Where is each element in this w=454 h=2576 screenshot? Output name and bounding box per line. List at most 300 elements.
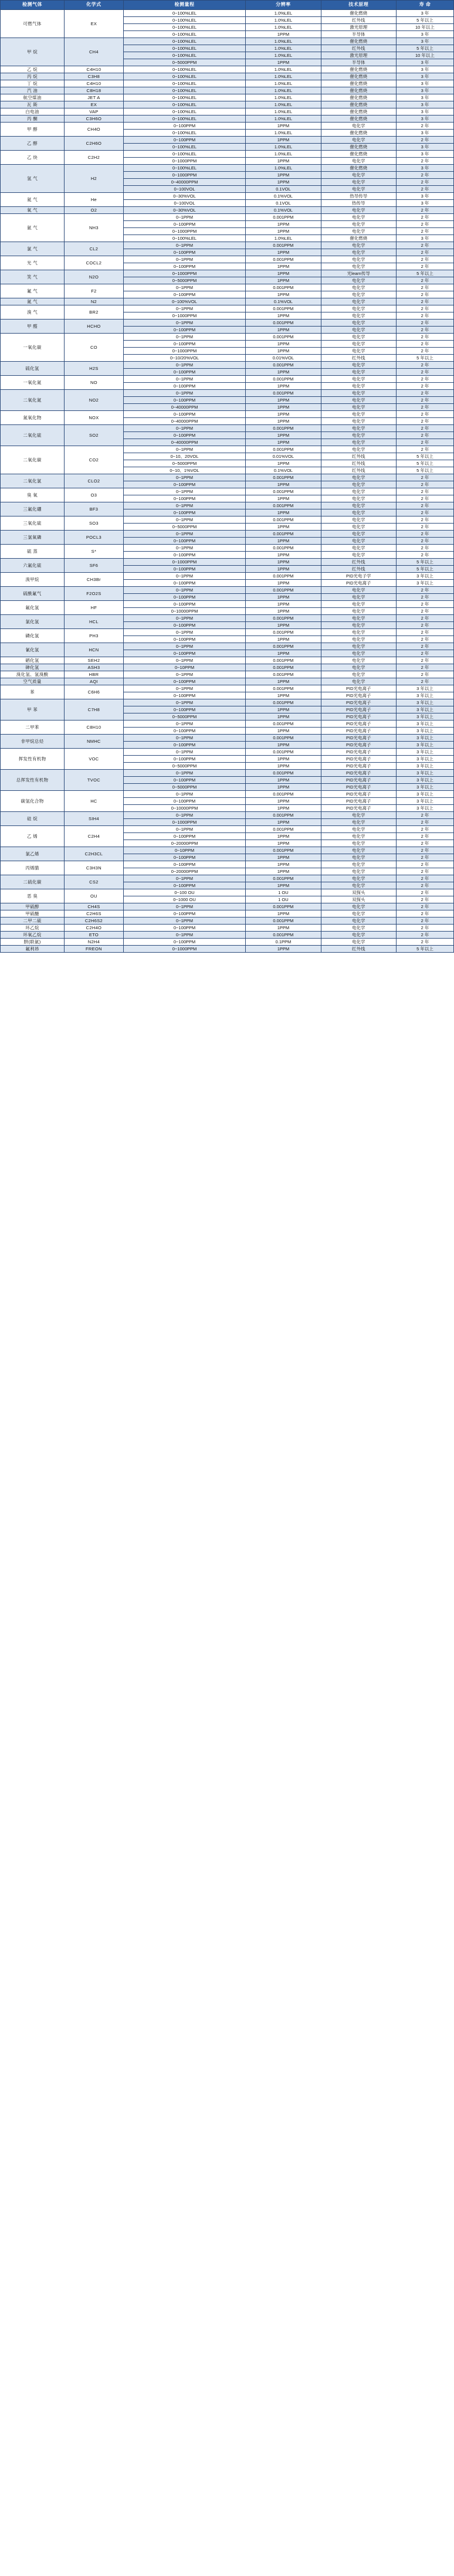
cell-technology: 电化学 (321, 854, 396, 861)
cell-lifetime: 2 年 (396, 390, 453, 397)
cell-technology: 催化燃烧 (321, 151, 396, 158)
cell-technology: 电化学 (321, 179, 396, 186)
cell-lifetime: 3 年 (396, 101, 453, 108)
cell-resolution: 1PPM (246, 418, 321, 425)
cell-resolution: 0.001PPM (246, 362, 321, 369)
column-header-technology: 技术原理 (321, 1, 396, 10)
cell-technology: 电化学 (321, 608, 396, 615)
cell-gas-name: 白电油 (1, 108, 65, 115)
cell-gas-name: 环氧乙烷 (1, 932, 65, 939)
cell-detection-range: 0~100%LEL (123, 144, 245, 151)
cell-resolution: 1PPM (246, 819, 321, 826)
cell-lifetime: 2 年 (396, 214, 453, 221)
cell-detection-range: 0~100%LEL (123, 101, 245, 108)
cell-gas-name: 碳氢化合物 (1, 791, 65, 812)
cell-technology: 电化学 (321, 291, 396, 298)
cell-lifetime: 2 年 (396, 123, 453, 130)
cell-technology: 电化学 (321, 925, 396, 932)
cell-resolution: 0.001PPM (246, 932, 321, 939)
cell-detection-range: 0~100%LEL (123, 87, 245, 94)
cell-detection-range: 0~100PPM (123, 221, 245, 228)
cell-detection-range: 0~5000PPM (123, 713, 245, 721)
cell-lifetime: 5 年以上 (396, 355, 453, 362)
cell-lifetime: 2 年 (396, 643, 453, 650)
cell-chemical-formula: AQI (65, 678, 124, 685)
table-row (1, 573, 454, 580)
cell-detection-range: 0~1000PPM (123, 158, 245, 165)
cell-chemical-formula: F2 (65, 284, 124, 298)
cell-resolution: 1PPM (246, 270, 321, 277)
cell-detection-range: 0~100PPM (123, 580, 245, 587)
cell-technology: PID光电离子 (321, 699, 396, 706)
cell-lifetime: 3 年 (396, 73, 453, 80)
cell-resolution: 1PPM (246, 481, 321, 488)
cell-detection-range: 0~100PPM (123, 369, 245, 376)
cell-gas-name: 挥发性有机物 (1, 749, 65, 770)
cell-detection-range: 0~100%LEL (123, 38, 245, 45)
cell-detection-range: 0~100PPM (123, 833, 245, 840)
cell-technology: 半导体 (321, 59, 396, 66)
cell-chemical-formula: C4H10 (65, 66, 124, 73)
cell-lifetime: 3 年 (396, 151, 453, 158)
cell-detection-range: 0~100PPM (123, 341, 245, 348)
cell-gas-name: 丙 酮 (1, 115, 65, 123)
cell-lifetime: 2 年 (396, 664, 453, 671)
cell-technology: 电化学 (321, 847, 396, 854)
cell-detection-range: 0~1000PPM (123, 270, 245, 277)
cell-technology: PID光电离子 (321, 721, 396, 728)
cell-resolution: 1.0%LEL (246, 66, 321, 73)
cell-chemical-formula: CL2 (65, 242, 124, 256)
cell-chemical-formula: SIH4 (65, 812, 124, 826)
cell-chemical-formula: HC (65, 791, 124, 812)
cell-technology: 催化燃烧 (321, 144, 396, 151)
cell-technology: 红外线 (321, 559, 396, 566)
cell-gas-name: 氮 气 (1, 298, 65, 305)
cell-lifetime: 2 年 (396, 917, 453, 925)
cell-detection-range: 0~1PPM (123, 390, 245, 397)
cell-chemical-formula: NO (65, 376, 124, 390)
cell-detection-range: 0~100%LEL (123, 66, 245, 73)
cell-detection-range: 0~40000PPM (123, 404, 245, 411)
cell-resolution: 1PPM (246, 868, 321, 875)
cell-detection-range: 0~100PPM (123, 861, 245, 868)
cell-detection-range: 0~10、20VOL (123, 453, 245, 460)
table-row (1, 193, 454, 200)
cell-resolution: 1PPM (246, 925, 321, 932)
table-row (1, 94, 454, 101)
cell-resolution: 0.001PPM (246, 516, 321, 524)
cell-lifetime: 10 年以上 (396, 24, 453, 31)
cell-lifetime: 2 年 (396, 608, 453, 615)
cell-lifetime: 2 年 (396, 334, 453, 341)
cell-resolution: 1PPM (246, 439, 321, 446)
cell-chemical-formula: SO3 (65, 516, 124, 531)
cell-chemical-formula: CH4 (65, 38, 124, 66)
table-row (1, 284, 454, 291)
cell-chemical-formula: BR2 (65, 305, 124, 320)
cell-chemical-formula: NH3 (65, 214, 124, 242)
cell-resolution: 1.0%LEL (246, 45, 321, 52)
cell-lifetime: 2 年 (396, 545, 453, 552)
cell-technology: 红外线 (321, 355, 396, 362)
cell-resolution: 0.001PPM (246, 214, 321, 221)
cell-detection-range: 0~10、1%VOL (123, 467, 245, 474)
cell-resolution: 0.001PPM (246, 664, 321, 671)
cell-technology: PID光电离子 (321, 742, 396, 749)
cell-resolution: 1PPM (246, 524, 321, 531)
cell-chemical-formula: C6H6 (65, 685, 124, 699)
cell-gas-name: 氯乙烯 (1, 847, 65, 861)
cell-gas-name: 硫 蒸 (1, 545, 65, 559)
cell-lifetime: 5 年以上 (396, 17, 453, 24)
cell-detection-range: 0~1PPM (123, 699, 245, 706)
cell-detection-range: 0~100%VOL (123, 298, 245, 305)
cell-technology: 电化学 (321, 643, 396, 650)
cell-technology: 电化学 (321, 277, 396, 284)
cell-lifetime: 2 年 (396, 812, 453, 819)
cell-technology: 催化燃烧 (321, 73, 396, 80)
cell-resolution: 0.001PPM (246, 749, 321, 756)
cell-gas-name: 二氧化硫 (1, 425, 65, 446)
cell-gas-name: 氧 气 (1, 207, 65, 214)
cell-lifetime: 2 年 (396, 552, 453, 559)
cell-resolution: 1PPM (246, 566, 321, 573)
cell-detection-range: 0~100PPM (123, 742, 245, 749)
cell-lifetime: 2 年 (396, 432, 453, 439)
cell-gas-name: 肼(联氨) (1, 939, 65, 946)
cell-detection-range: 0~1PPM (123, 376, 245, 383)
cell-detection-range: 0~1PPM (123, 875, 245, 882)
cell-chemical-formula: C2H2 (65, 151, 124, 165)
column-header-range: 检测量程 (123, 1, 245, 10)
cell-resolution: 1.0%LEL (246, 10, 321, 17)
cell-resolution: 0.001PPM (246, 721, 321, 728)
cell-lifetime: 2 年 (396, 524, 453, 531)
cell-resolution: 1PPM (246, 784, 321, 791)
cell-chemical-formula: H2S (65, 362, 124, 376)
cell-resolution: 0.001PPM (246, 390, 321, 397)
cell-detection-range: 0~5000PPM (123, 524, 245, 531)
cell-resolution: 0.001PPM (246, 488, 321, 495)
cell-technology: 热传导 (321, 200, 396, 207)
cell-gas-name: 硅 烷 (1, 812, 65, 826)
cell-detection-range: 0~1PPM (123, 284, 245, 291)
cell-lifetime: 2 年 (396, 376, 453, 383)
cell-resolution: 1PPM (246, 263, 321, 270)
column-header-formula: 化学式 (65, 1, 124, 10)
cell-lifetime: 2 年 (396, 411, 453, 418)
table-row (1, 101, 454, 108)
cell-technology: PID光电离子 (321, 713, 396, 721)
cell-resolution: 0.001PPM (246, 826, 321, 833)
cell-resolution: 1PPM (246, 411, 321, 418)
cell-resolution: 1PPM (246, 383, 321, 390)
table-row (1, 362, 454, 369)
cell-detection-range: 0~10000PPM (123, 608, 245, 615)
cell-gas-name: 乙 烯 (1, 826, 65, 847)
cell-detection-range: 0~1000PPM (123, 348, 245, 355)
cell-chemical-formula: CO (65, 334, 124, 362)
cell-resolution: 1.0%LEL (246, 94, 321, 101)
cell-resolution: 0.001PPM (246, 643, 321, 650)
cell-detection-range: 0~100PPM (123, 910, 245, 917)
cell-gas-name: 恶 臭 (1, 889, 65, 903)
cell-gas-name: 溴甲烷 (1, 573, 65, 587)
cell-lifetime: 2 年 (396, 277, 453, 284)
cell-gas-name: 三氟化硼 (1, 502, 65, 516)
cell-chemical-formula: C3H3N (65, 861, 124, 875)
cell-resolution: 1PPM (246, 123, 321, 130)
table-row (1, 861, 454, 868)
cell-technology: 热导传导 (321, 193, 396, 200)
cell-resolution: 1PPM (246, 369, 321, 376)
cell-lifetime: 3 年以上 (396, 692, 453, 699)
table-row (1, 411, 454, 418)
cell-lifetime: 5 年以上 (396, 559, 453, 566)
cell-detection-range: 0~100%LEL (123, 151, 245, 158)
cell-gas-name: 乙 烷 (1, 66, 65, 73)
cell-technology: 电化学 (321, 242, 396, 249)
cell-resolution: 1PPM (246, 397, 321, 404)
cell-technology: 激光原理 (321, 24, 396, 31)
cell-technology: 电化学 (321, 545, 396, 552)
table-row (1, 629, 454, 636)
cell-technology: 电化学 (321, 404, 396, 411)
cell-chemical-formula: CH4S (65, 903, 124, 910)
cell-detection-range: 0~1PPM (123, 587, 245, 594)
cell-technology: 催化燃烧 (321, 38, 396, 45)
cell-technology: 电化学 (321, 531, 396, 538)
cell-resolution: 0.001PPM (246, 376, 321, 383)
cell-lifetime: 2 年 (396, 840, 453, 847)
cell-resolution: 1PPM (246, 552, 321, 559)
cell-technology: 红外线 (321, 453, 396, 460)
cell-technology: 电化学 (321, 298, 396, 305)
cell-resolution: 0.001PPM (246, 657, 321, 664)
cell-technology: 电化学 (321, 383, 396, 390)
cell-resolution: 1 OU (246, 889, 321, 896)
table-row (1, 270, 454, 277)
cell-technology: 电化学 (321, 939, 396, 946)
table-row (1, 735, 454, 742)
cell-detection-range: 0~10PPM (123, 664, 245, 671)
cell-technology: 电化学 (321, 369, 396, 376)
cell-lifetime: 10 年以上 (396, 52, 453, 59)
cell-detection-range: 0~1000 OU (123, 896, 245, 903)
cell-gas-name: 氮氧化物 (1, 411, 65, 425)
cell-technology: 光learn传导 (321, 270, 396, 277)
cell-technology: 催化燃烧 (321, 10, 396, 17)
cell-lifetime: 2 年 (396, 425, 453, 432)
cell-chemical-formula: C4H10 (65, 80, 124, 87)
cell-chemical-formula: JET A (65, 94, 124, 101)
cell-gas-name: 瓦 斯 (1, 101, 65, 108)
cell-chemical-formula: CO2 (65, 446, 124, 474)
cell-technology: PID光电离子 (321, 580, 396, 587)
cell-lifetime: 3 年以上 (396, 699, 453, 706)
cell-resolution: 0.1%VOL (246, 298, 321, 305)
cell-technology: 红外线 (321, 566, 396, 573)
table-header (1, 1, 454, 10)
cell-detection-range: 0~30%VOL (123, 193, 245, 200)
cell-lifetime: 2 年 (396, 650, 453, 657)
cell-technology: 电化学 (321, 137, 396, 144)
cell-chemical-formula: H2 (65, 165, 124, 193)
cell-resolution: 1PPM (246, 833, 321, 840)
cell-technology: 红外线 (321, 460, 396, 467)
cell-technology: 电化学 (321, 284, 396, 291)
cell-chemical-formula: NOX (65, 411, 124, 425)
cell-resolution: 1PPM (246, 742, 321, 749)
cell-lifetime: 2 年 (396, 826, 453, 833)
cell-resolution: 1PPM (246, 312, 321, 320)
cell-technology: 电化学 (321, 320, 396, 327)
cell-lifetime: 3 年以上 (396, 721, 453, 728)
cell-technology: 电化学 (321, 840, 396, 847)
cell-resolution: 1PPM (246, 946, 321, 953)
cell-lifetime: 3 年以上 (396, 728, 453, 735)
cell-gas-name: 空气质量 (1, 678, 65, 685)
table-row (1, 875, 454, 882)
cell-lifetime: 3 年 (396, 165, 453, 172)
cell-detection-range: 0~1PPM (123, 721, 245, 728)
cell-detection-range: 0~100PPM (123, 538, 245, 545)
cell-chemical-formula: SEH2 (65, 657, 124, 664)
cell-gas-name: 甲 醛 (1, 320, 65, 334)
cell-resolution: 0.001PPM (246, 615, 321, 622)
cell-lifetime: 2 年 (396, 369, 453, 376)
cell-gas-name: 三氯氧磷 (1, 531, 65, 545)
cell-resolution: 0.001PPM (246, 629, 321, 636)
cell-resolution: 1PPM (246, 910, 321, 917)
cell-technology: 电化学 (321, 910, 396, 917)
cell-detection-range: 0~1PPM (123, 615, 245, 622)
cell-gas-name: 二硫化碳 (1, 875, 65, 889)
cell-lifetime: 2 年 (396, 179, 453, 186)
cell-detection-range: 0~1PPM (123, 657, 245, 664)
table-row (1, 446, 454, 453)
cell-detection-range: 0~100PPM (123, 291, 245, 298)
cell-chemical-formula: F2O2S (65, 587, 124, 601)
table-row (1, 939, 454, 946)
cell-detection-range: 0~1PPM (123, 214, 245, 221)
cell-technology: 电化学 (321, 425, 396, 432)
cell-resolution: 1PPM (246, 882, 321, 889)
cell-lifetime: 2 年 (396, 327, 453, 334)
cell-detection-range: 0~100PPM (123, 756, 245, 763)
cell-lifetime: 2 年 (396, 502, 453, 509)
cell-resolution: 0.001PPM (246, 242, 321, 249)
cell-detection-range: 0~1000PPM (123, 228, 245, 235)
cell-gas-name: 砷化氢 (1, 664, 65, 671)
cell-technology: 电化学 (321, 376, 396, 383)
table-row (1, 812, 454, 819)
cell-resolution: 0.001PPM (246, 587, 321, 594)
cell-technology: 电化学 (321, 327, 396, 334)
cell-technology: 电化学 (321, 678, 396, 685)
cell-detection-range: 0~100PPM (123, 678, 245, 685)
cell-resolution: 1PPM (246, 861, 321, 868)
cell-lifetime: 5 年以上 (396, 566, 453, 573)
cell-chemical-formula: OU (65, 889, 124, 903)
column-header-resolution: 分辨率 (246, 1, 321, 10)
cell-resolution: 1PPM (246, 341, 321, 348)
cell-resolution: 1PPM (246, 327, 321, 334)
cell-resolution: 1PPM (246, 432, 321, 439)
cell-technology: 电化学 (321, 509, 396, 516)
cell-resolution: 1.0%LEL (246, 151, 321, 158)
cell-gas-name: 氟利昂 (1, 946, 65, 953)
cell-resolution: 0.001PPM (246, 334, 321, 341)
cell-detection-range: 0~100PPM (123, 854, 245, 861)
cell-detection-range: 0~100PPM (123, 939, 245, 946)
cell-resolution: 1PPM (246, 608, 321, 615)
cell-gas-name: 丙烯腈 (1, 861, 65, 875)
cell-detection-range: 0~1PPM (123, 488, 245, 495)
table-row (1, 376, 454, 383)
table-row (1, 214, 454, 221)
cell-resolution: 0.001PPM (246, 284, 321, 291)
cell-gas-name: 非甲烷总烃 (1, 735, 65, 749)
cell-detection-range: 0~1PPM (123, 770, 245, 777)
cell-gas-name: 总挥发性有机物 (1, 770, 65, 791)
cell-gas-name: 硒化氢 (1, 657, 65, 664)
cell-lifetime: 2 年 (396, 207, 453, 214)
cell-detection-range: 0~100PPM (123, 622, 245, 629)
cell-lifetime: 2 年 (396, 362, 453, 369)
cell-technology: PID光电离子 (321, 692, 396, 699)
cell-detection-range: 0~20000PPM (123, 868, 245, 875)
cell-lifetime: 5 年以上 (396, 453, 453, 460)
cell-technology: 电化学 (321, 917, 396, 925)
cell-technology: 电化学 (321, 664, 396, 671)
cell-resolution: 1.0%LEL (246, 165, 321, 172)
cell-lifetime: 2 年 (396, 474, 453, 481)
cell-detection-range: 0~100PPM (123, 509, 245, 516)
cell-technology: PID光电离子 (321, 728, 396, 735)
cell-gas-name: 硫化氢 (1, 362, 65, 376)
cell-resolution: 1PPM (246, 706, 321, 713)
cell-lifetime: 3 年以上 (396, 784, 453, 791)
cell-detection-range: 0~1PPM (123, 362, 245, 369)
cell-resolution: 0.1PPM (246, 939, 321, 946)
cell-resolution: 1PPM (246, 854, 321, 861)
cell-technology: PID光电离子 (321, 763, 396, 770)
cell-technology: PID光电离子 (321, 749, 396, 756)
cell-gas-name: 苯 (1, 685, 65, 699)
cell-detection-range: 0~1PPM (123, 305, 245, 312)
table-row (1, 165, 454, 172)
table-row (1, 73, 454, 80)
cell-detection-range: 0~1PPM (123, 242, 245, 249)
cell-chemical-formula: CLO2 (65, 474, 124, 488)
cell-chemical-formula: HCN (65, 643, 124, 657)
cell-resolution: 1PPM (246, 460, 321, 467)
cell-technology: 电化学 (321, 411, 396, 418)
cell-resolution: 1PPM (246, 221, 321, 228)
table-row (1, 516, 454, 524)
cell-resolution: 1PPM (246, 713, 321, 721)
cell-chemical-formula: C2H6S2 (65, 917, 124, 925)
table-row (1, 66, 454, 73)
cell-detection-range: 0~10000PPM (123, 805, 245, 812)
cell-resolution: 1PPM (246, 678, 321, 685)
cell-detection-range: 0~100PPM (123, 728, 245, 735)
table-row (1, 305, 454, 312)
cell-detection-range: 0~1PPM (123, 531, 245, 538)
cell-lifetime: 5 年以上 (396, 467, 453, 474)
